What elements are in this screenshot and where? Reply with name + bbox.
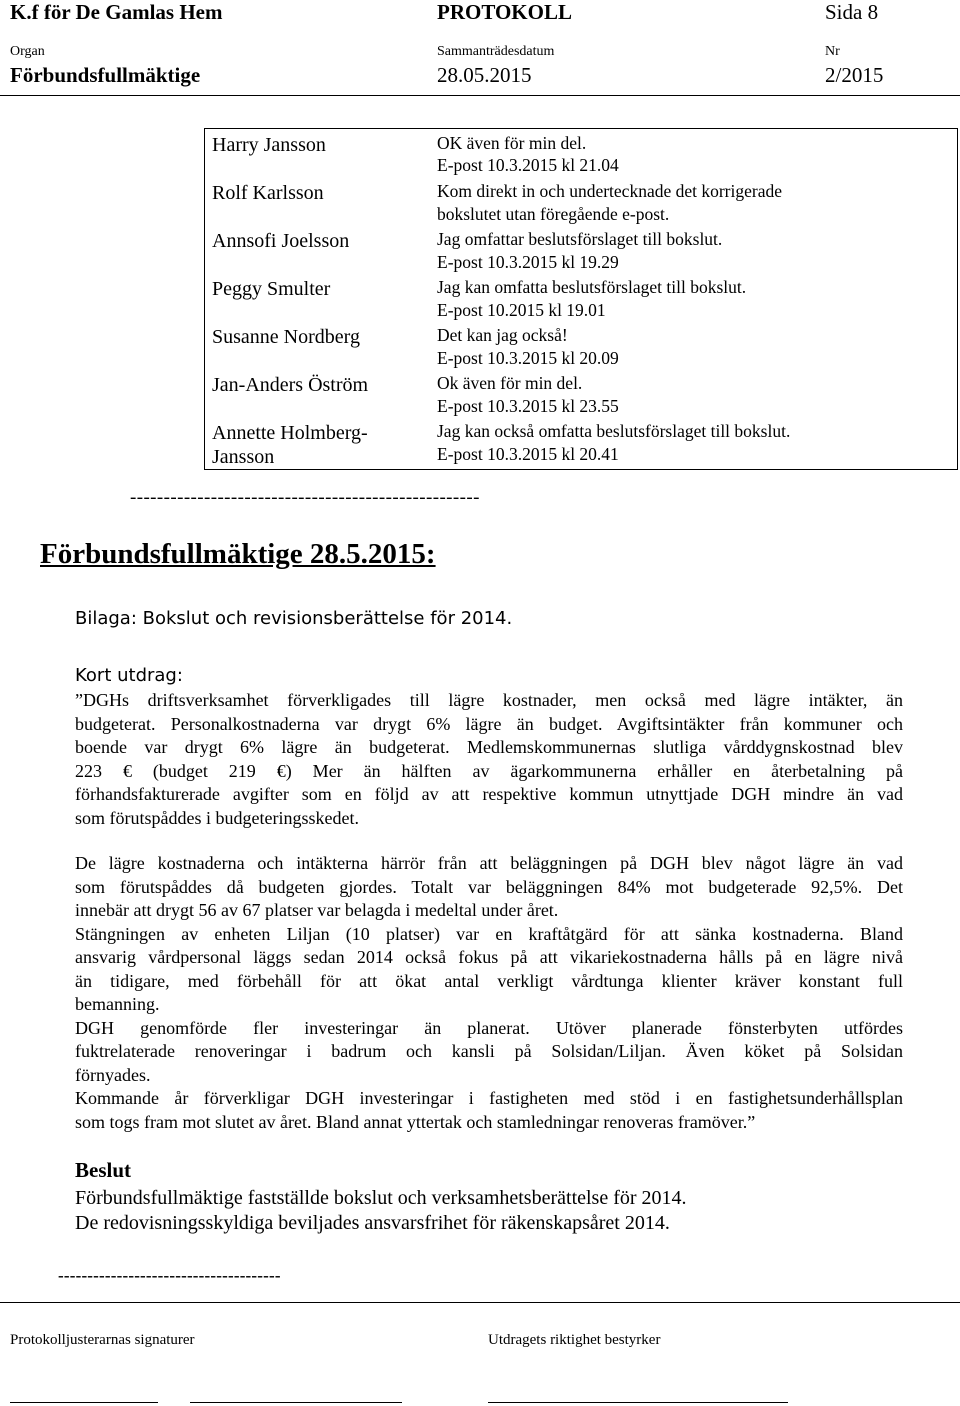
separator-top: ---------------------------------------------------- bbox=[130, 487, 480, 508]
comment-line: E-post 10.3.2015 kl 20.41 bbox=[437, 444, 619, 464]
paragraph-line: som förutspåddes i budgeteringsskedet. bbox=[75, 807, 359, 828]
summary-label: Kort utdrag: bbox=[75, 665, 183, 686]
comment-line: Ok även för min del. bbox=[437, 373, 583, 393]
paragraph-line: boende var drygt 6% lägre än budgeterat. Medlemskommunernas slutliga vårddygnskostnad blev bbox=[75, 737, 903, 757]
paragraph-line: ansvarig vårdpersonal läggs sedan 2014 också fokus på att vikariekostnaderna hålls på en lägre nivå bbox=[75, 947, 903, 967]
organ-label: Organ bbox=[10, 44, 45, 59]
attachment-line: Bilaga: Bokslut och revisionsberättelse för 2014. bbox=[75, 608, 513, 629]
comment-line: E-post 10.3.2015 kl 21.04 bbox=[437, 155, 619, 175]
decision-heading: Beslut bbox=[75, 1158, 132, 1182]
paragraph-line: 223 € (budget 219 €) Mer än hälften av ägarkommunerna erhåller en återbetalning på bbox=[75, 760, 903, 781]
signoff-name: Susanne Nordberg bbox=[212, 326, 360, 348]
signoff-name: Rolf Karlsson bbox=[212, 182, 324, 204]
comment-line: bokslutet utan föregående e-post. bbox=[437, 204, 670, 224]
decision-line: Förbundsfullmäktige fastställde bokslut och verksamhetsberättelse för 2014. bbox=[75, 1187, 687, 1209]
signoff-name-line: Jansson bbox=[212, 446, 275, 468]
paragraph-line: innebär att drygt 56 av 67 platser var belagda i medeltal under året. bbox=[75, 900, 559, 920]
meeting-date-label: Sammanträdesdatum bbox=[437, 44, 555, 59]
comment-line: Jag kan omfatta beslutsförslaget till bokslut. bbox=[437, 277, 747, 297]
separator-bottom: -------------------------------------- bbox=[58, 1266, 281, 1285]
section-title: Förbundsfullmäktige 28.5.2015: bbox=[40, 538, 436, 570]
comment-line: E-post 10.3.2015 kl 19.29 bbox=[437, 252, 619, 272]
paragraph-line: som förutspåddes då budgeten gjordes. Totalt var beläggningen 84% mot budgeterade 92,5%. Det bbox=[75, 876, 903, 897]
certification-line bbox=[488, 1402, 788, 1403]
paragraph-line: bemanning. bbox=[75, 994, 160, 1014]
comment-line: OK även för min del. bbox=[437, 133, 587, 153]
paragraph-line: än tidigare, med förbehåll för att ökat antal verkligt vårdtunga klienter kräver konstant full bbox=[75, 970, 903, 991]
paragraph-line: som togs fram mot slutet av året. Bland annat yttertak och stamledningar renoveras framöver.” bbox=[75, 1111, 756, 1132]
page-number: Sida 8 bbox=[825, 0, 879, 24]
certification-label: Utdragets riktighet bestyrker bbox=[488, 1332, 661, 1348]
header-divider bbox=[0, 95, 960, 96]
org-title: K.f för De Gamlas Hem bbox=[10, 0, 223, 24]
paragraph-line: fuktrelaterade renoveringar i badrum och kansli på Solsidan/Liljan. Även köket på Solsidan bbox=[75, 1041, 903, 1061]
comment-line: Jag omfattar beslutsförslaget till bokslut. bbox=[437, 229, 723, 249]
organ-value: Förbundsfullmäktige bbox=[10, 63, 201, 87]
summary-paragraph-2 bbox=[75, 852, 903, 1134]
paragraph-line: förnyades. bbox=[75, 1064, 151, 1085]
signoff-name-line: Annette Holmberg- bbox=[212, 422, 368, 444]
comment-line: Det kan jag också! bbox=[437, 325, 568, 345]
summary-paragraph-1 bbox=[75, 689, 903, 830]
comment-line: E-post 10.3.2015 kl 23.55 bbox=[437, 396, 619, 416]
paragraph-line: Kommande år förverkligar DGH investeringar i fastigheten med stöd i en fastighetsunderhållsplan bbox=[75, 1088, 903, 1108]
signoff-table bbox=[204, 128, 958, 470]
paragraph-line: Stängningen av enheten Liljan (10 platser) var en kraftåtgärd för att sänka kostnaderna. Bland bbox=[75, 923, 903, 944]
paragraph-line: DGH genomförde fler investeringar än planerat. Utöver planerade fönsterbyten utfördes bbox=[75, 1017, 903, 1038]
signatures-label: Protokolljusterarnas signaturer bbox=[10, 1332, 195, 1348]
comment-line: Kom direkt in och undertecknade det korrigerade bbox=[437, 181, 783, 201]
number-label: Nr bbox=[825, 44, 840, 59]
signoff-name: Annsofi Joelsson bbox=[212, 230, 350, 252]
meeting-date-value: 28.05.2015 bbox=[437, 63, 532, 87]
signoff-name: Harry Jansson bbox=[212, 134, 326, 156]
decision-line: De redovisningsskyldiga beviljades ansvarsfrihet för räkenskapsåret 2014. bbox=[75, 1212, 670, 1234]
number-value: 2/2015 bbox=[825, 63, 884, 87]
signoff-name: Jan-Anders Öström bbox=[212, 374, 369, 396]
paragraph-line: ”DGHs driftsverksamhet förverkligades till lägre kostnader, men också med lägre intäkter, än bbox=[75, 690, 903, 710]
comment-line: E-post 10.2015 kl 19.01 bbox=[437, 300, 606, 320]
document-title: PROTOKOLL bbox=[437, 0, 572, 24]
paragraph-line: De lägre kostnaderna och intäkterna härrör från att beläggningen på DGH blev något lägre än vad bbox=[75, 853, 903, 873]
comment-line: E-post 10.3.2015 kl 20.09 bbox=[437, 348, 619, 368]
paragraph-line: budgeterat. Personalkostnaderna var drygt 6% lägre än budget. Avgiftsintäkter från kommuner och bbox=[75, 713, 903, 734]
signature-line bbox=[10, 1402, 158, 1403]
comment-line: Jag kan också omfatta beslutsförslaget till bokslut. bbox=[437, 421, 791, 441]
paragraph-line: förhandsfakturerade avgifter som en följd av att respektive kommun utnyttjade DGH mindre än vad bbox=[75, 784, 903, 804]
signoff-name: Peggy Smulter bbox=[212, 278, 331, 300]
signature-line bbox=[190, 1402, 402, 1403]
footer-divider bbox=[0, 1302, 960, 1303]
